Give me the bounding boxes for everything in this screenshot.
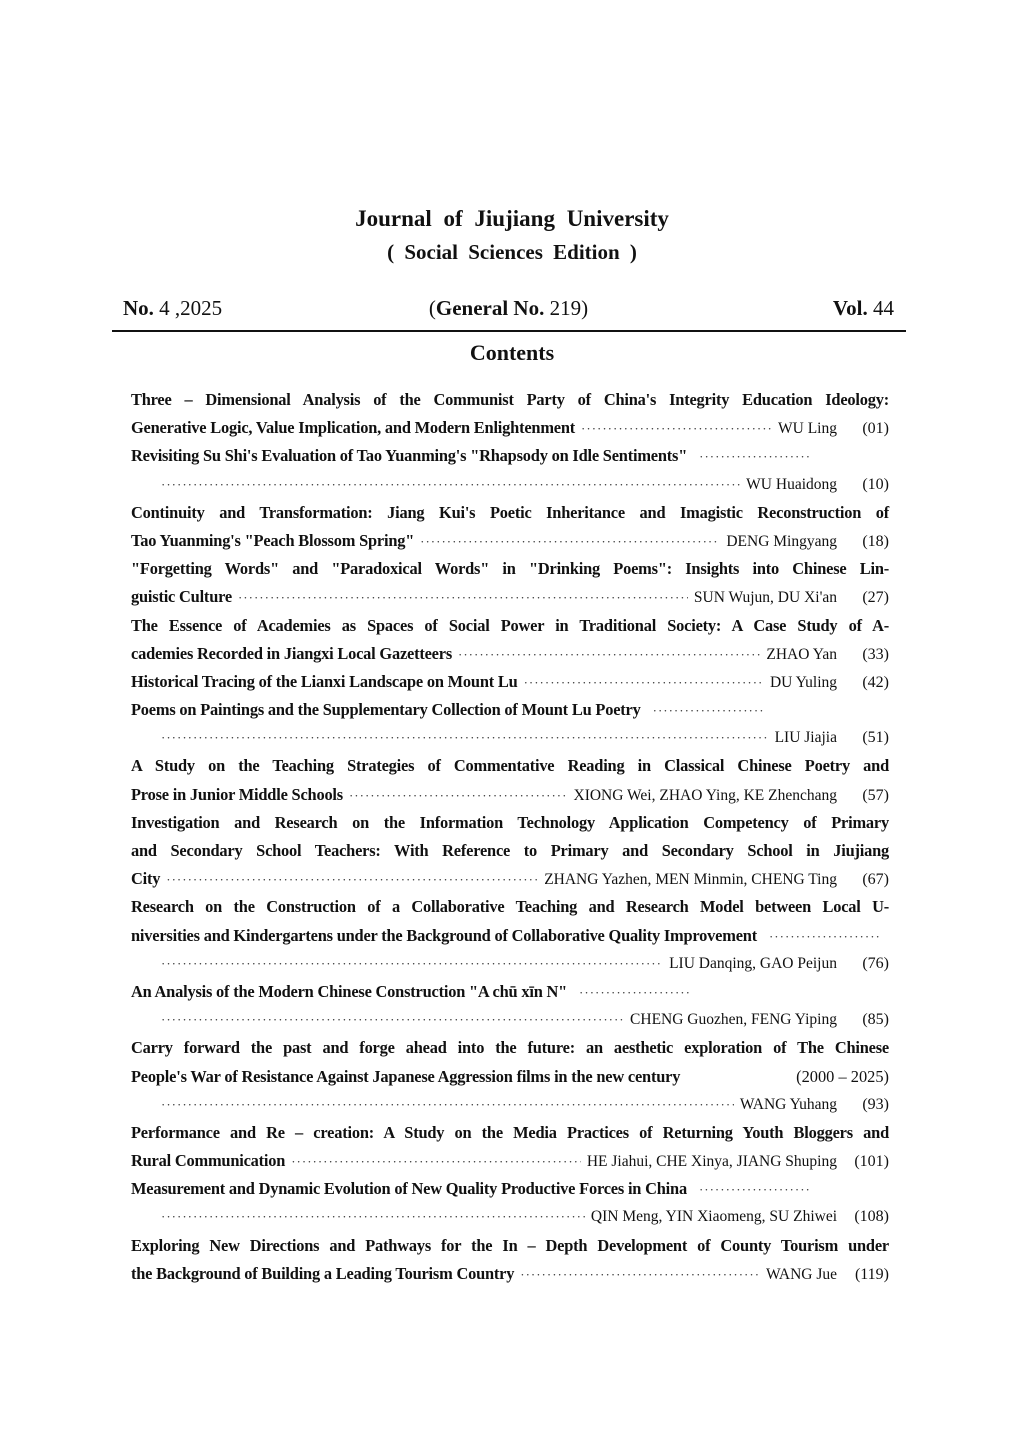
general-open-paren: ( bbox=[428, 296, 436, 320]
article-title: Rural Communication bbox=[131, 1151, 286, 1171]
toc-title-line bbox=[131, 386, 889, 414]
article-title: Generative Logic, Value Implication, and Modern Enlightenment bbox=[131, 418, 576, 438]
article-title: cademies Recorded in Jiangxi Local Gazetteers bbox=[131, 643, 453, 663]
dot-leader bbox=[161, 724, 769, 752]
article-title: guistic Culture bbox=[131, 587, 232, 607]
article-title: Research on the Construction of a Collaborative Teaching and Research Model between Local U- bbox=[131, 897, 889, 917]
issue-info-row bbox=[123, 296, 894, 326]
toc-title-line bbox=[131, 781, 889, 809]
header-divider bbox=[112, 330, 906, 332]
dot-leader bbox=[579, 979, 689, 1007]
article-title: Revisiting Su Shi's Evaluation of Tao Yuanming's "Rhapsody on Idle Sentiments" bbox=[131, 446, 688, 466]
page-number: (85) bbox=[862, 1011, 889, 1029]
page-number: (42) bbox=[862, 673, 889, 691]
toc-author-line bbox=[131, 1006, 889, 1034]
toc-title-line bbox=[131, 922, 889, 950]
article-title: People's War of Resistance Against Japanese Aggression films in the new century bbox=[131, 1066, 681, 1086]
page-number: (27) bbox=[862, 589, 889, 607]
article-title: niversities and Kindergartens under the Background of Collaborative Quality Improvement bbox=[131, 925, 757, 945]
article-authors: LIU Danqing, GAO Peijun bbox=[669, 954, 837, 972]
toc-author-line bbox=[131, 1203, 889, 1231]
toc-title-line bbox=[131, 978, 889, 1006]
article-title: Exploring New Directions and Pathways for the In – Depth Development of County Tourism under bbox=[131, 1235, 889, 1255]
page-number: (108) bbox=[854, 1208, 889, 1226]
volume-value: 44 bbox=[873, 296, 894, 320]
article-authors: WANG Jue bbox=[765, 1265, 837, 1283]
page-number: (18) bbox=[862, 532, 889, 550]
page-number: (57) bbox=[862, 786, 889, 804]
dot-leader bbox=[161, 1006, 624, 1034]
toc-entry[interactable] bbox=[131, 1232, 889, 1288]
page-number: (101) bbox=[854, 1153, 889, 1171]
article-title: Historical Tracing of the Lianxi Landscape on Mount Lu bbox=[131, 671, 518, 691]
article-title: Three – Dimensional Analysis of the Communist Party of China's Integrity Education Ideology: bbox=[131, 390, 889, 409]
toc-title-line bbox=[131, 696, 889, 724]
toc-title-line bbox=[131, 837, 889, 865]
page-number: (33) bbox=[862, 645, 889, 663]
toc-entry[interactable] bbox=[131, 893, 889, 978]
volume-label: Vol. bbox=[832, 296, 868, 320]
article-title: Performance and Re – creation: A Study on the Media Practices of Returning Youth Bloggers and bbox=[131, 1122, 889, 1142]
article-title: An Analysis of the Modern Chinese Construction "A chū xīn N" bbox=[131, 981, 568, 1001]
journal-subtitle: ( Social Sciences Edition ) bbox=[387, 240, 637, 264]
toc-entry[interactable] bbox=[131, 612, 889, 668]
article-title: The Essence of Academies as Spaces of Social Power in Traditional Society: A Case Study of A- bbox=[131, 615, 889, 635]
page-number: (76) bbox=[862, 954, 889, 972]
article-authors: XIONG Wei, ZHAO Ying, KE Zhenchang bbox=[573, 786, 837, 804]
article-title: Carry forward the past and forge ahead into the future: an aesthetic exploration of The Chinese bbox=[131, 1038, 889, 1058]
table-of-contents bbox=[131, 386, 889, 1288]
title-trailing: (2000 – 2025) bbox=[796, 1066, 889, 1086]
dot-leader bbox=[769, 923, 879, 951]
article-authors: HE Jiahui, CHE Xinya, JIANG Shuping bbox=[586, 1153, 837, 1171]
article-authors: LIU Jiajia bbox=[774, 729, 837, 747]
article-title: A Study on the Teaching Strategies of Commentative Reading in Classical Chinese Poetry and bbox=[131, 756, 889, 776]
toc-title-line bbox=[131, 499, 889, 527]
dot-leader bbox=[699, 443, 809, 471]
toc-author-line bbox=[131, 1091, 889, 1119]
toc-title-line bbox=[131, 1119, 889, 1147]
article-title: and Secondary School Teachers: With Reference to Primary and Secondary School in Jiujiang bbox=[131, 841, 889, 860]
dot-leader bbox=[161, 471, 740, 499]
dot-leader bbox=[699, 1176, 809, 1204]
toc-title-line bbox=[131, 1147, 889, 1175]
toc-title-line bbox=[131, 640, 889, 668]
toc-title-line bbox=[131, 1175, 889, 1203]
toc-title-line bbox=[131, 1034, 889, 1062]
toc-entry[interactable] bbox=[131, 386, 889, 442]
general-close-paren: ) bbox=[581, 296, 589, 320]
dot-leader bbox=[524, 669, 764, 697]
toc-title-line bbox=[131, 809, 889, 837]
toc-title-line bbox=[131, 583, 889, 611]
page-number: (119) bbox=[854, 1265, 889, 1283]
toc-entry[interactable] bbox=[131, 696, 889, 752]
dot-leader bbox=[291, 1148, 581, 1176]
toc-entry[interactable] bbox=[131, 752, 889, 808]
article-authors: WANG Yuhang bbox=[739, 1095, 837, 1113]
article-title: City bbox=[131, 869, 161, 889]
page-number: (01) bbox=[862, 420, 889, 438]
article-authors: DU Yuling bbox=[769, 673, 837, 691]
page-number: (93) bbox=[862, 1095, 889, 1113]
general-value: 219 bbox=[549, 296, 582, 320]
general-number bbox=[123, 296, 894, 321]
dot-leader bbox=[349, 782, 568, 810]
article-authors: WU Huaidong bbox=[746, 475, 837, 493]
article-title: Continuity and Transformation: Jiang Kui's Poetic Inheritance and Imagistic Reconstruction of bbox=[131, 502, 889, 522]
article-title: "Forgetting Words" and "Paradoxical Words" in "Drinking Poems": Insights into Chinese Lin- bbox=[131, 559, 889, 579]
toc-title-line bbox=[131, 1063, 889, 1091]
general-label: General No. bbox=[435, 296, 545, 320]
article-title: Measurement and Dynamic Evolution of New Quality Productive Forces in China bbox=[131, 1179, 687, 1199]
page-number: (10) bbox=[862, 475, 889, 493]
toc-title-line bbox=[131, 865, 889, 893]
dot-leader bbox=[238, 584, 688, 612]
toc-entry[interactable] bbox=[131, 668, 889, 696]
issue-value: 4 ,2025 bbox=[159, 296, 223, 320]
toc-title-line bbox=[131, 893, 889, 921]
article-title: the Background of Building a Leading Tourism Country bbox=[131, 1263, 515, 1283]
dot-leader bbox=[420, 528, 720, 556]
toc-title-line bbox=[131, 668, 889, 696]
article-title: Poems on Paintings and the Supplementary Collection of Mount Lu Poetry bbox=[131, 700, 641, 720]
journal-title: Journal of Jiujiang University bbox=[355, 206, 669, 231]
toc-entry[interactable] bbox=[131, 1034, 889, 1119]
dot-leader bbox=[166, 866, 538, 894]
article-authors: SUN Wujun, DU Xi'an bbox=[693, 589, 837, 607]
article-authors: ZHANG Yazhen, MEN Minmin, CHENG Ting bbox=[544, 871, 837, 889]
dot-leader bbox=[161, 1203, 585, 1231]
toc-entry[interactable] bbox=[131, 1119, 889, 1175]
toc-author-line bbox=[131, 724, 889, 752]
toc-entry[interactable] bbox=[131, 499, 889, 555]
dot-leader bbox=[581, 415, 772, 443]
article-title: Investigation and Research on the Information Technology Application Competency of Primary bbox=[131, 812, 889, 832]
article-authors: QIN Meng, YIN Xiaomeng, SU Zhiwei bbox=[590, 1208, 837, 1226]
article-authors: CHENG Guozhen, FENG Yiping bbox=[630, 1011, 837, 1029]
toc-title-line bbox=[131, 612, 889, 640]
article-authors: DENG Mingyang bbox=[726, 532, 837, 550]
toc-entry[interactable] bbox=[131, 442, 889, 498]
toc-entry[interactable] bbox=[131, 1175, 889, 1231]
page-number: (67) bbox=[862, 871, 889, 889]
volume-number bbox=[833, 296, 894, 321]
page-number: (51) bbox=[862, 729, 889, 747]
toc-entry[interactable] bbox=[131, 978, 889, 1034]
toc-entry[interactable] bbox=[131, 555, 889, 611]
dot-leader bbox=[653, 697, 763, 725]
toc-title-line bbox=[131, 442, 889, 470]
toc-author-line bbox=[131, 950, 889, 978]
toc-title-line bbox=[131, 1232, 889, 1260]
article-authors: WU Ling bbox=[778, 420, 837, 438]
toc-entry[interactable] bbox=[131, 809, 889, 894]
toc-title-line bbox=[131, 752, 889, 780]
dot-leader bbox=[520, 1261, 760, 1289]
toc-title-line bbox=[131, 414, 889, 442]
toc-title-line bbox=[131, 1260, 889, 1288]
toc-title-line bbox=[131, 555, 889, 583]
article-authors: ZHAO Yan bbox=[766, 645, 837, 663]
dot-leader bbox=[161, 950, 663, 978]
toc-author-line bbox=[131, 471, 889, 499]
dot-leader bbox=[161, 1091, 734, 1119]
dot-leader bbox=[458, 641, 760, 669]
contents-heading: Contents bbox=[469, 340, 555, 365]
issue-label: No. bbox=[123, 296, 154, 320]
toc-title-line bbox=[131, 527, 889, 555]
article-title: Prose in Junior Middle Schools bbox=[131, 784, 343, 804]
article-title: Tao Yuanming's "Peach Blossom Spring" bbox=[131, 530, 415, 550]
